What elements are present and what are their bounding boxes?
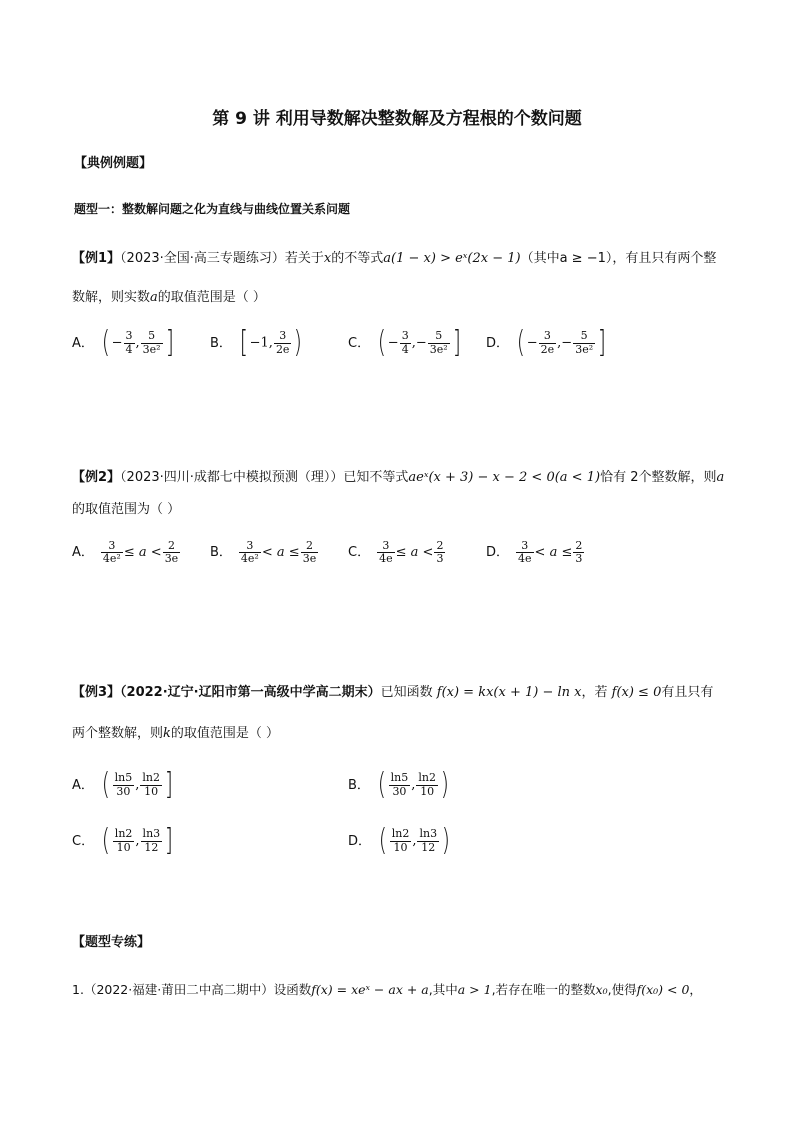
sign: − <box>111 335 123 351</box>
right-bracket: ] <box>452 325 461 360</box>
numerator: ln5 <box>114 771 133 785</box>
operator: ≤ <box>561 545 573 561</box>
numerator: 2 <box>436 539 444 552</box>
numerator: 2 <box>575 539 583 552</box>
example-3-text: 已知函数 <box>380 685 433 700</box>
operator: < <box>261 545 273 561</box>
example-2-source: （2023·四川·成都七中模拟预测（理）） <box>120 470 344 485</box>
left-bracket: ( <box>101 767 110 802</box>
right-bracket: ] <box>597 325 607 360</box>
example-1-source: （2023·全国·高三专题练习） <box>120 251 285 266</box>
example-1-text: 若关于 <box>284 251 324 266</box>
denominator: 10 <box>420 784 435 798</box>
denominator: 3 <box>575 552 583 566</box>
option-label: D． <box>486 335 510 351</box>
numerator: 5 <box>428 330 450 343</box>
example-2-line-2: 的取值范围为（ ） <box>72 502 181 517</box>
type-heading: 题型一：整数解问题之化为直线与曲线位置关系问题 <box>74 202 351 216</box>
option-label: A． <box>72 777 94 793</box>
numerator: 3 <box>274 330 292 343</box>
example-1-tag: 【例1】 <box>72 251 121 266</box>
numerator: ln3 <box>419 827 438 841</box>
denominator: 10 <box>144 784 159 798</box>
denominator: 4e² <box>240 552 259 566</box>
denominator: 10 <box>393 840 408 854</box>
example-3-source: （2022·辽宁·辽阳市第一高级中学高二期末） <box>120 685 381 700</box>
example-1-option-c[interactable]: C． ( − $\frac{3}{4}$ ,− $\frac{5}{\text{3e²}}$ ] <box>348 325 461 360</box>
prefix: −1, <box>249 335 273 351</box>
question-condition: a > 1 <box>457 982 492 997</box>
right-bracket: ) <box>440 767 449 802</box>
sign: − <box>387 335 399 351</box>
example-1-line-2 <box>72 286 266 305</box>
example-3-option-a[interactable]: A． ( $\frac{\ln 5}{30}$ , $\frac{\ln 2}{10}$ ] <box>72 767 173 802</box>
question-function: f(x) = xeˣ − ax + a <box>311 982 429 997</box>
question-inequality: f(x₀) < 0 <box>636 982 690 997</box>
denominator: 3e² <box>575 342 594 356</box>
denominator: 3e² <box>429 342 448 356</box>
numerator: 5 <box>573 330 595 343</box>
denominator: 10 <box>116 840 131 854</box>
example-2-option-d[interactable]: D． $\frac{3}{4e}$ < a ≤ $\frac{2}{3}$ <box>486 539 583 566</box>
example-3-tag: 【例3】 <box>72 685 121 700</box>
option-label: B． <box>348 777 370 793</box>
denominator: 2e <box>275 342 290 356</box>
option-label: A． <box>72 545 94 561</box>
denominator: 3 <box>436 552 444 566</box>
numerator: 3 <box>239 540 261 553</box>
denominator: 30 <box>116 784 131 798</box>
example-1-condition: （其中a ≥ −1），有且只有两个整 <box>520 251 717 266</box>
practice-question-1 <box>72 980 702 998</box>
numerator: 2 <box>301 540 319 553</box>
question-text-d: ,使得 <box>607 982 637 997</box>
denominator: 3e <box>164 552 179 566</box>
sign: − <box>526 335 538 351</box>
example-1-option-a[interactable]: A． ( − $\frac{3}{4}$ , $\frac{5}{\text{3e²}}$ ] <box>72 325 174 360</box>
numerator: 2 <box>163 540 181 553</box>
operator: < <box>534 545 546 561</box>
numerator: 3 <box>377 540 395 553</box>
denominator: 30 <box>392 784 407 798</box>
operator: ≤ <box>288 545 300 561</box>
example-1-option-b[interactable] <box>210 325 304 360</box>
option-label: B． <box>210 335 232 351</box>
denominator: 3e² <box>142 342 161 356</box>
example-3-text-2b: 的取值范围是（ ） <box>170 726 280 741</box>
example-3-line-2 <box>72 722 279 741</box>
example-3-var-k: k <box>163 726 171 741</box>
question-source: （2022·福建·莆田二中高二期中） <box>83 982 274 997</box>
right-bracket: ] <box>164 767 173 802</box>
numerator: ln3 <box>142 827 161 841</box>
page-title: 第 9 讲 利用导数解决整数解及方程根的个数问题 <box>212 109 582 129</box>
question-number: 1. <box>72 982 84 997</box>
denominator: 2e <box>540 342 555 356</box>
example-3-function: f(x) = kx(x + 1) − ln x <box>436 685 582 700</box>
option-label: C． <box>72 833 95 849</box>
left-bracket: ( <box>377 325 387 360</box>
example-2-option-a[interactable]: A． $\frac{3}{\text{4e²}}$ ≤ a < $\frac{2}{3e}$ <box>72 539 179 566</box>
operator: < <box>422 545 434 561</box>
numerator: 3 <box>101 540 123 553</box>
denominator: 12 <box>421 840 436 854</box>
example-3-text-2: 两个整数解，则 <box>72 726 164 741</box>
sign: − <box>415 335 427 351</box>
numerator: ln2 <box>142 771 160 785</box>
numerator: 5 <box>141 330 163 343</box>
example-2-text: 已知不等式 <box>343 470 409 485</box>
denominator: 4e <box>379 552 393 566</box>
example-2-inequality: aeˣ(x + 3) − x − 2 < 0(a < 1) <box>408 470 601 485</box>
right-bracket: ] <box>164 823 174 858</box>
question-text-e: ， <box>689 982 702 997</box>
example-1-text-2: 数解，则实数 <box>72 290 151 305</box>
option-label: D． <box>348 833 372 849</box>
example-3-option-d[interactable]: D． ( $\frac{\ln 2}{10}$ , $\frac{\ln 3}{12}$ ) <box>348 823 451 858</box>
numerator: 3 <box>516 540 534 553</box>
numerator: ln5 <box>390 771 409 785</box>
denominator: 4 <box>125 342 133 356</box>
section-heading-practice: 【题型专练】 <box>72 935 151 950</box>
numerator: 3 <box>125 329 133 343</box>
example-2-var-a: a <box>716 470 725 485</box>
example-2-option-c[interactable]: C． $\frac{3}{4e}$ ≤ a < $\frac{2}{3}$ <box>348 539 444 566</box>
numerator: ln2 <box>418 771 436 785</box>
example-2-text-b: 恰有 2个整数解，则 <box>600 470 717 485</box>
left-bracket: ( <box>377 767 386 802</box>
option-label: B． <box>210 545 232 561</box>
denominator: 4e² <box>102 552 121 566</box>
example-3-line-1 <box>72 681 713 700</box>
example-1-text-b: 的不等式 <box>331 251 384 266</box>
operator: < <box>150 545 162 561</box>
right-bracket: ] <box>165 325 174 360</box>
right-bracket: ) <box>294 325 303 360</box>
example-3-option-c[interactable]: C． ( $\frac{\ln 2}{10}$ , $\frac{\ln 3}{12}$ ] <box>72 823 174 858</box>
right-bracket: ) <box>441 823 451 858</box>
option-label: D． <box>486 545 510 561</box>
numerator: ln2 <box>114 827 133 841</box>
example-2-tag: 【例2】 <box>72 470 121 485</box>
numerator: 3 <box>539 330 557 343</box>
operator: ≤ <box>123 545 135 561</box>
left-bracket: [ <box>239 325 248 360</box>
example-3-text-c: 有且只有 <box>661 685 714 700</box>
sign: − <box>561 335 573 351</box>
denominator: 12 <box>144 840 159 854</box>
question-var: x₀ <box>595 982 608 997</box>
option-label: C． <box>348 335 371 351</box>
denominator: 3e <box>302 552 317 566</box>
left-bracket: ( <box>378 823 387 858</box>
example-1-option-d[interactable]: D． ( − $\frac{3}{2e}$ ,− $\frac{5}{\text{3e²}}$ ] <box>486 325 607 360</box>
left-bracket: ( <box>516 325 525 360</box>
denominator: 4e <box>518 552 532 566</box>
left-bracket: ( <box>101 823 111 858</box>
example-1-var-a: a <box>150 290 158 305</box>
left-bracket: ( <box>101 325 110 360</box>
question-text-b: ,其中 <box>428 982 458 997</box>
question-text: 设函数 <box>273 982 312 997</box>
operator: ≤ <box>395 545 407 561</box>
example-1-text-2b: 的取值范围是（ ） <box>157 290 266 305</box>
option-label: A． <box>72 335 94 351</box>
section-heading-examples: 【典例例题】 <box>74 156 153 171</box>
numerator: 3 <box>401 329 409 343</box>
example-3-condition: f(x) ≤ 0 <box>611 685 662 700</box>
example-1-inequality: a(1 − x) > eˣ(2x − 1) <box>383 251 521 266</box>
numerator: ln2 <box>391 827 410 841</box>
example-3-option-b[interactable]: B． ( $\frac{\ln 5}{30}$ , $\frac{\ln 2}{10}$ ) <box>348 767 449 802</box>
option-label: C． <box>348 545 371 561</box>
denominator: 4 <box>401 342 409 356</box>
question-text-c: ,若存在唯一的整数 <box>491 982 596 997</box>
example-1-line-1 <box>72 247 716 266</box>
example-1-var-x: x <box>323 251 332 266</box>
example-2-option-b[interactable]: B． $\frac{3}{\text{4e²}}$ < a ≤ $\frac{2}{3e}$ <box>210 539 317 566</box>
example-2-line-1 <box>72 466 724 485</box>
example-3-text-b: ，若 <box>581 685 608 700</box>
